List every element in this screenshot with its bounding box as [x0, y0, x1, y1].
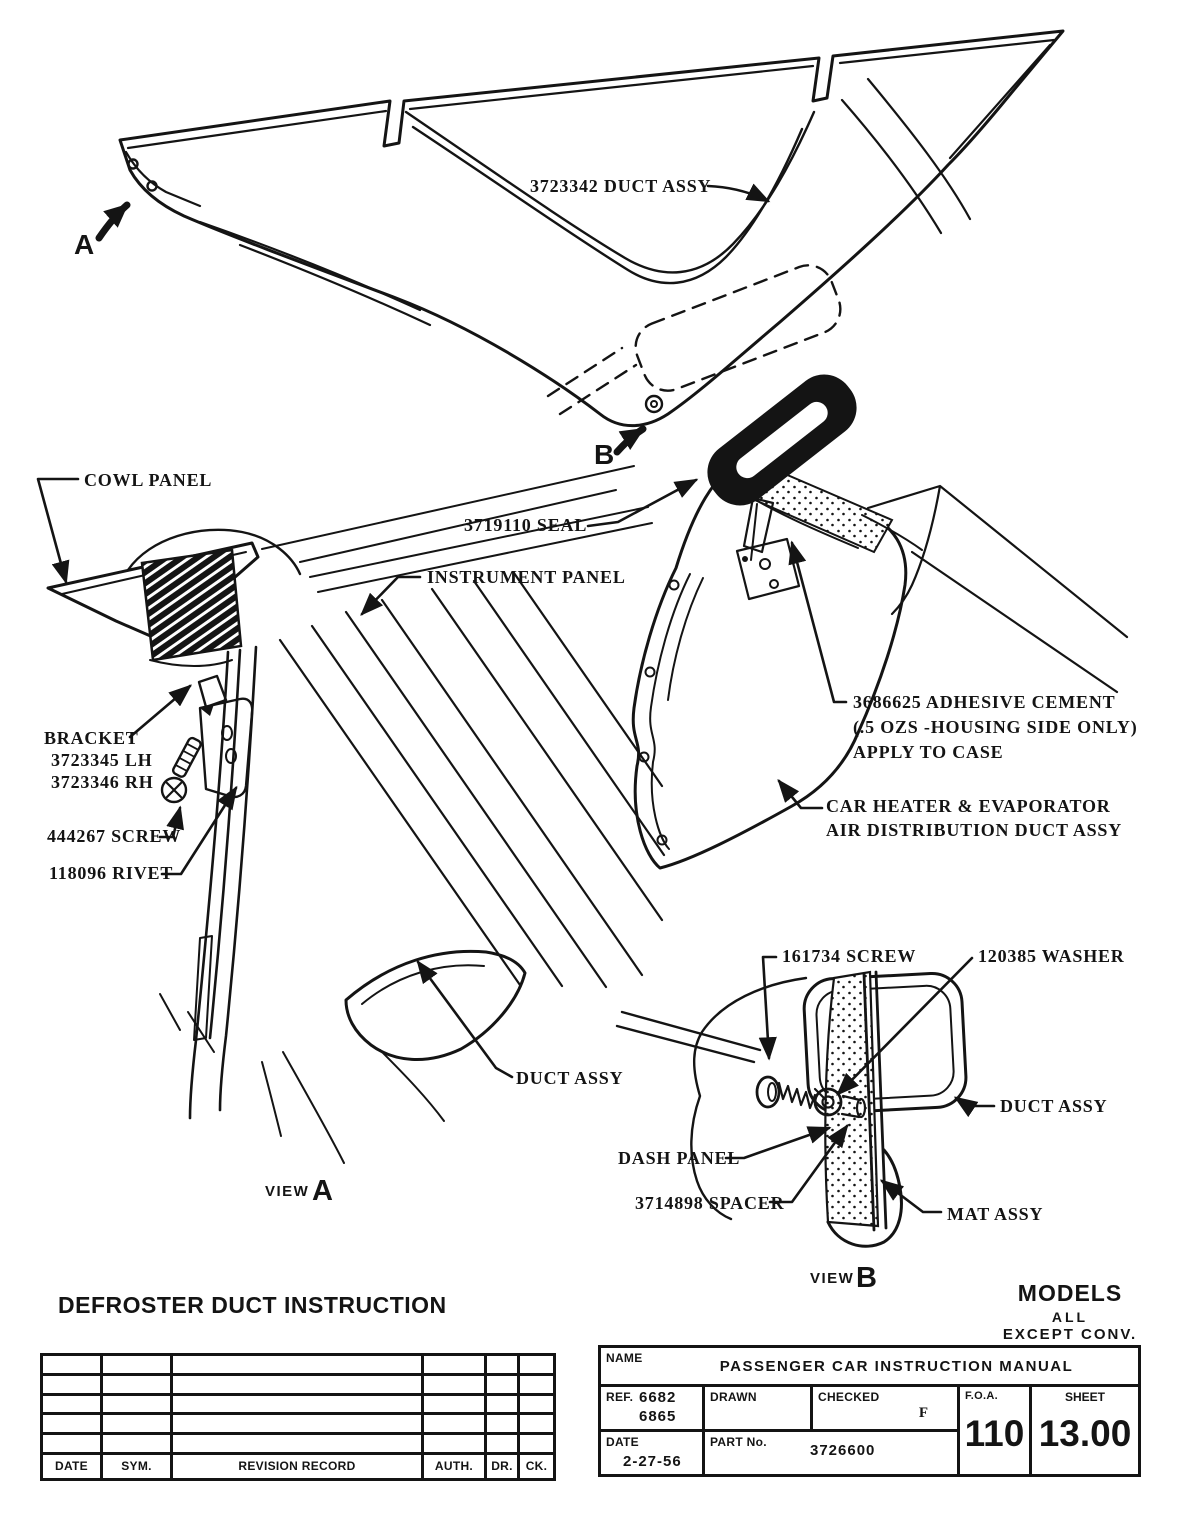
- marker-a-letter: A: [74, 229, 95, 260]
- screw-detail: [162, 737, 202, 802]
- adhesive-leader-arrow: [792, 543, 846, 702]
- view-a-caption-letter: A: [312, 1175, 333, 1207]
- label-bracket-2: 3723345 LH: [51, 750, 153, 770]
- label-top-duct-assy: 3723342 DUCT ASSY: [530, 176, 712, 196]
- revision-empty-cell: [487, 1376, 520, 1396]
- revision-empty-cell: [173, 1415, 424, 1435]
- label-washer: 120385 WASHER: [978, 946, 1125, 966]
- section-boundary-curve: [691, 978, 806, 1219]
- sheet-label: SHEET: [1064, 1390, 1105, 1404]
- label-cowl-panel: COWL PANEL: [84, 470, 213, 490]
- drawn-label: DRAWN: [710, 1390, 757, 1404]
- part-value: 3726600: [810, 1442, 876, 1459]
- foa-label: F.O.A.: [965, 1390, 998, 1402]
- title-block-checked-cell: [810, 1384, 960, 1432]
- instrument-panel-lines: [280, 573, 664, 987]
- name-label: NAME: [606, 1351, 643, 1365]
- revision-empty-cell: [103, 1435, 173, 1455]
- heater-duct-leader-arrow: [779, 781, 822, 808]
- label-bracket-3: 3723346 RH: [51, 772, 154, 792]
- label-dash-panel: DASH PANEL: [618, 1148, 741, 1168]
- revision-empty-cell: [520, 1376, 553, 1396]
- revision-empty-cell: [487, 1435, 520, 1455]
- title-block-ref-cell: [598, 1384, 705, 1432]
- view-a-caption-word: VIEW: [265, 1183, 310, 1200]
- revision-empty-cell: [487, 1396, 520, 1416]
- sheet-value: 13.00: [1038, 1413, 1132, 1454]
- label-adhesive-3: APPLY TO CASE: [853, 742, 1004, 762]
- view-a-caption: [265, 1175, 333, 1207]
- label-seal: 3719110 SEAL: [464, 515, 588, 535]
- heater-housing-art: [464, 362, 1138, 868]
- marker-b-letter: B: [594, 439, 615, 470]
- revision-empty-cell: [487, 1415, 520, 1435]
- part-label: PART No.: [710, 1435, 767, 1449]
- models-line2: EXCEPT CONV.: [1002, 1326, 1138, 1343]
- cowl-panel-leader-arrow: [38, 479, 78, 582]
- label-instrument-panel: INSTRUMENT PANEL: [427, 567, 626, 587]
- models-note: [985, 1280, 1155, 1343]
- title-block-part-cell: [702, 1429, 960, 1477]
- label-duct-assy-b: DUCT ASSY: [1000, 1096, 1108, 1116]
- label-duct-assy-a: DUCT ASSY: [516, 1068, 624, 1088]
- instrument-panel-leader-arrow: [362, 577, 420, 614]
- revision-empty-cell: [173, 1376, 424, 1396]
- dash-panel-background-lines: [868, 486, 1127, 692]
- revision-empty-cell: [103, 1376, 173, 1396]
- screw-b-leader-arrow: [763, 957, 776, 1058]
- label-bracket-1: BRACKET: [44, 728, 139, 748]
- duct-assy-b-leader-arrow: [956, 1098, 994, 1106]
- revision-header-date: DATE: [43, 1455, 103, 1478]
- date-label: DATE: [606, 1435, 639, 1449]
- title-block-name-cell: [598, 1345, 1141, 1387]
- title-block-foa-cell: [957, 1384, 1032, 1477]
- revision-empty-cell: [173, 1356, 424, 1376]
- ref-value-2: 6865: [639, 1408, 677, 1425]
- checked-label: CHECKED: [818, 1390, 880, 1404]
- revision-empty-cell: [43, 1435, 103, 1455]
- revision-header-sym: SYM.: [103, 1455, 173, 1478]
- revision-empty-cell: [43, 1376, 103, 1396]
- revision-header-ck: CK.: [525, 1459, 548, 1474]
- revision-header-record: REVISION RECORD: [173, 1455, 424, 1478]
- date-value: 2-27-56: [623, 1453, 682, 1470]
- label-spacer: 3714898 SPACER: [635, 1193, 785, 1213]
- revision-empty-cell: [103, 1396, 173, 1416]
- revision-header-auth: AUTH.: [424, 1455, 487, 1478]
- revision-empty-cell: [103, 1415, 173, 1435]
- revision-empty-cell: [43, 1415, 103, 1435]
- label-screw-a: 444267 SCREW: [47, 826, 182, 846]
- duct-mounting-hole: [651, 401, 657, 407]
- revision-empty-cell: [487, 1356, 520, 1376]
- label-heater-1: CAR HEATER & EVAPORATOR: [826, 796, 1111, 816]
- models-line1: ALL: [1051, 1309, 1089, 1325]
- detail-marker-b: [594, 429, 643, 470]
- defroster-outlet-hatched: [142, 550, 241, 660]
- revision-empty-cell: [424, 1415, 487, 1435]
- revision-header-dr: DR.: [487, 1455, 520, 1478]
- marker-b-arrow: [617, 429, 643, 452]
- page-title: DEFROSTER DUCT INSTRUCTION: [58, 1292, 447, 1318]
- view-a-art: [38, 466, 664, 1207]
- view-b-caption: [810, 1262, 877, 1294]
- revision-empty-cell: [520, 1396, 553, 1416]
- checked-value: F: [918, 1405, 929, 1421]
- models-heading: MODELS: [1017, 1280, 1123, 1306]
- revision-empty-cell: [424, 1356, 487, 1376]
- label-rivet: 118096 RIVET: [49, 863, 174, 883]
- marker-a-arrow: [99, 205, 127, 238]
- top-duct-assembly-art: [120, 31, 1063, 426]
- detail-marker-a: [74, 205, 127, 260]
- bracket-leader-arrow: [130, 686, 190, 737]
- revision-empty-cell: [520, 1356, 553, 1376]
- dash-panel-leader-arrow: [726, 1128, 829, 1158]
- revision-record-table: [40, 1353, 556, 1481]
- revision-empty-cell: [173, 1435, 424, 1455]
- mat-assy-leader-arrow: [882, 1181, 941, 1212]
- title-block: [598, 1345, 1141, 1477]
- ref-value-1: 6682: [639, 1389, 677, 1406]
- revision-empty-cell: [424, 1396, 487, 1416]
- revision-empty-cell: [520, 1435, 553, 1455]
- title-block-sheet-cell: [1029, 1384, 1141, 1477]
- revision-empty-cell: [173, 1396, 424, 1416]
- panel-feed-lines: [617, 1012, 760, 1062]
- view-b-caption-letter: B: [856, 1262, 877, 1294]
- seal-leader-arrow: [588, 480, 696, 526]
- title-block-date-cell: [598, 1429, 705, 1477]
- floor-lines: [160, 994, 444, 1163]
- duct-mounting-hole: [646, 396, 662, 412]
- title-block-drawn-cell: [702, 1384, 813, 1432]
- revision-empty-cell: [103, 1356, 173, 1376]
- view-b-art: [617, 946, 1125, 1294]
- label-adhesive-2: (.5 OZS -HOUSING SIDE ONLY): [853, 717, 1138, 737]
- name-value: PASSENGER CAR INSTRUCTION MANUAL: [719, 1357, 1074, 1375]
- view-b-caption-word: VIEW: [810, 1270, 855, 1287]
- revision-empty-cell: [424, 1376, 487, 1396]
- foa-value: 110: [964, 1413, 1025, 1454]
- revision-empty-cell: [424, 1435, 487, 1455]
- revision-empty-cell: [520, 1415, 553, 1435]
- label-screw-b: 161734 SCREW: [782, 946, 917, 966]
- revision-empty-cell: [43, 1396, 103, 1416]
- top-duct-leader-arrow: [708, 186, 768, 201]
- label-heater-2: AIR DISTRIBUTION DUCT ASSY: [826, 820, 1123, 840]
- revision-empty-cell: [43, 1356, 103, 1376]
- label-mat-assy: MAT ASSY: [947, 1204, 1044, 1224]
- label-adhesive-1: 3686625 ADHESIVE CEMENT: [853, 692, 1116, 712]
- ref-label: REF.: [606, 1390, 634, 1404]
